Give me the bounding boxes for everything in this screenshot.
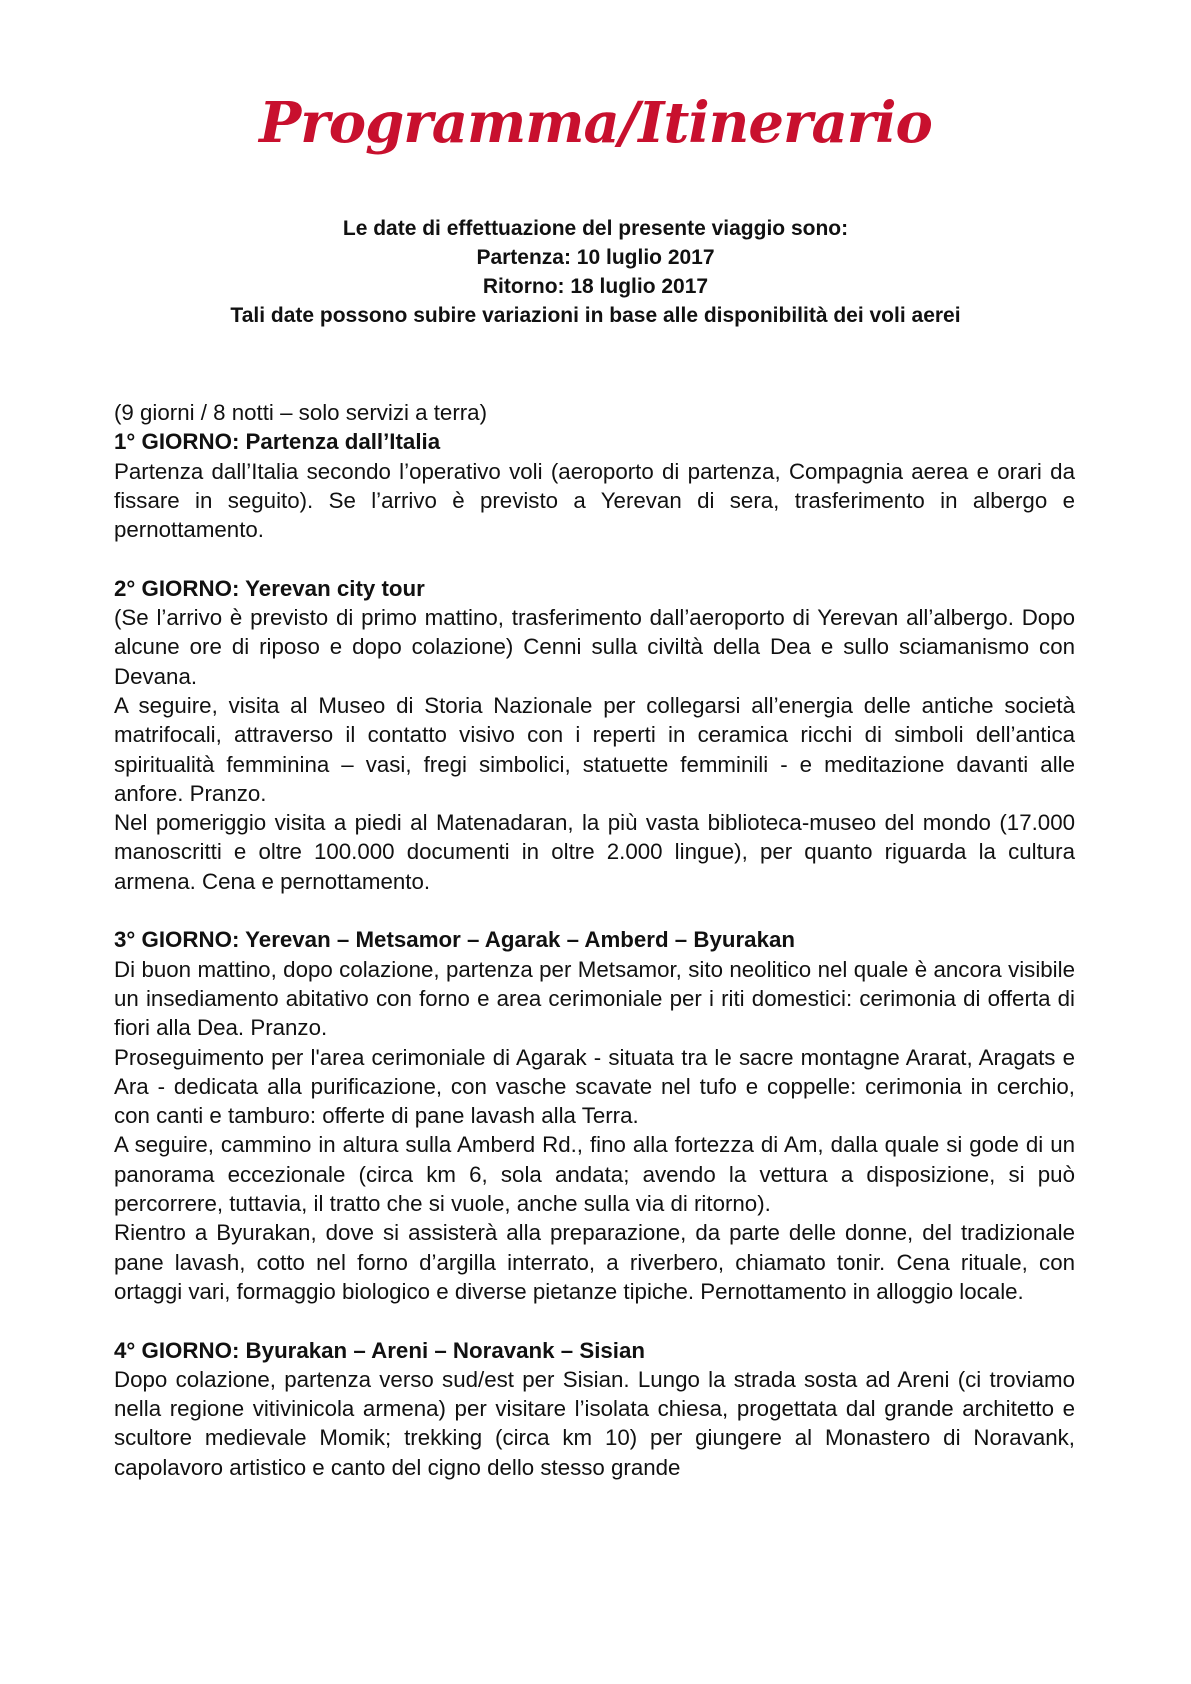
day-paragraph: A seguire, cammino in altura sulla Amberd Rd., fino alla fortezza di Am, dalla quale si gode di un panorama eccezionale (circa km 6, sola andata; avendo la vettura a disposizione, si può percorrere, tuttavia, il tratto che si vuole, anche sulla via di ritorno). — [114, 1132, 1075, 1217]
travel-dates-block — [0, 214, 1191, 330]
day-heading: 4° GIORNO: Byurakan – Areni – Noravank – Sisian — [114, 1337, 646, 1363]
day-4-section — [114, 1336, 1075, 1482]
itinerary-content — [114, 398, 1075, 1482]
section-spacer — [114, 544, 1075, 573]
day-paragraph: Rientro a Byurakan, dove si assisterà alla preparazione, da parte delle donne, del tradizionale pane lavash, cotto nel forno d’argilla interrato, a riverbero, chiamato tonir. Cena rituale, con ortaggi vari, formaggio biologico e diverse pietanze tipiche. Pernottamento in alloggio locale. — [114, 1220, 1075, 1304]
day-heading: 2° GIORNO: Yerevan city tour — [114, 575, 425, 601]
day-paragraph: Proseguimento per l'area cerimoniale di Agarak - situata tra le sacre montagne Ararat, Aragats e Ara - dedicata alla purificazione, con vasche scavate nel tufo e coppelle: cerimonia in cerchio, con canti e tamburo: offerte di pane lavash alla Terra. — [114, 1044, 1075, 1129]
departure-date: Partenza: 10 luglio 2017 — [476, 246, 715, 269]
day-1-section — [114, 427, 1075, 544]
day-paragraph: Partenza dall’Italia secondo l’operativo voli (aeroporto di partenza, Compagnia aerea e orari da fissare in seguito). Se l’arrivo è previsto a Yerevan di sera, trasferimento in albergo e pernottamento. — [114, 458, 1075, 543]
day-heading: 1° GIORNO: Partenza dall’Italia — [114, 429, 441, 455]
day-paragraph: (Se l’arrivo è previsto di primo mattino, trasferimento dall’aeroporto di Yerevan all’albergo. Dopo alcune ore di riposo e dopo colazione) Cenni sulla civiltà della Dea e sullo sciamanismo con Devana. — [114, 605, 1075, 689]
day-heading: 3° GIORNO: Yerevan – Metsamor – Agarak – Amberd – Byurakan — [114, 927, 795, 953]
section-spacer — [114, 1306, 1075, 1335]
section-spacer — [114, 896, 1075, 925]
page-title: Programma/Itinerario — [259, 90, 932, 156]
return-date: Ritorno: 18 luglio 2017 — [482, 275, 709, 298]
dates-note: Tali date possono subire variazioni in base alle disponibilità dei voli aerei — [230, 304, 961, 327]
day-2-section — [114, 574, 1075, 896]
day-paragraph: Dopo colazione, partenza verso sud/est per Sisian. Lungo la strada sosta ad Areni (ci troviamo nella regione vitivinicola armena) per visitare l’isolata chiesa, progettata dal grande architetto e scultore medievale Momik; trekking (circa km 10) per giungere al Monastero di Noravank, capolavoro artistico e canto del cigno dello stesso grande — [114, 1366, 1075, 1480]
day-paragraph: Nel pomeriggio visita a piedi al Matenadaran, la più vasta biblioteca-museo del mondo (17.000 manoscritti e oltre 100.000 documenti in oltre 2.000 lingue), per quanto riguarda la cultura armena. Cena e pernottamento. — [114, 810, 1075, 894]
trip-duration: (9 giorni / 8 notti – solo servizi a terra) — [114, 400, 488, 425]
day-paragraph: Di buon mattino, dopo colazione, partenza per Metsamor, sito neolitico nel quale è ancora visibile un insediamento abitativo con forno e area cerimoniale per i riti domestici: cerimonia di offerta di fiori alla Dea. Pranzo. — [114, 956, 1075, 1041]
dates-intro: Le date di effettuazione del presente viaggio sono: — [342, 217, 849, 240]
day-paragraph: A seguire, visita al Museo di Storia Nazionale per collegarsi all’energia delle antiche società matrifocali, attraverso il contatto visivo con i reperti in ceramica ricchi di simboli dell’antica spiritualità femminina – vasi, fregi simbolici, statuette femminili - e meditazione davanti alle anfore. Pranzo. — [114, 692, 1075, 806]
day-3-section — [114, 925, 1075, 1306]
